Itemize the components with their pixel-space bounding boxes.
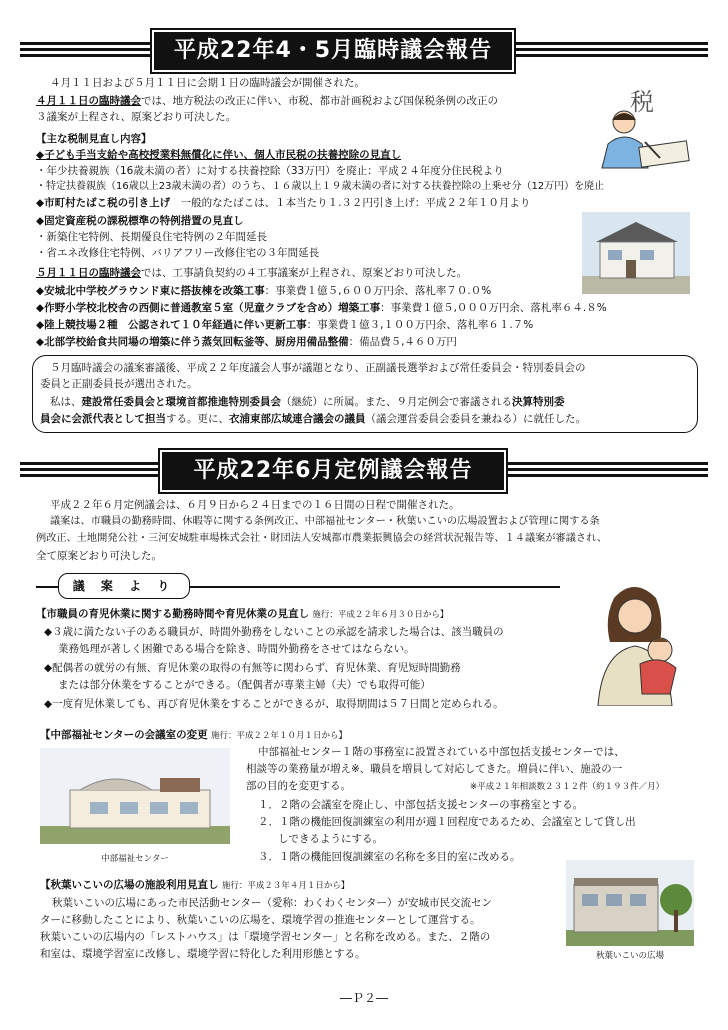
work-item-4-rest: ：備品費５,４６０万円 — [348, 336, 457, 348]
work-item-4 — [36, 335, 457, 350]
center-item2a: ２．１階の機能回復訓練室の利用が週１回程度であるため、会議室として貸し出 — [258, 816, 636, 828]
section1-title: 平成22年4・5月臨時議会報告 — [152, 30, 514, 72]
center-line3: 部の目的を変更する。 — [246, 780, 351, 792]
childcare-p3: ◆一度育児休業しても、再び育児休業をすることができるが、取得期間は５７日間と定められる。 — [44, 698, 504, 710]
mother-child-icon — [578, 580, 690, 706]
box-line4-c: 衣浦東部広域連合議会の議員 — [229, 413, 366, 425]
center-line1: 中部福祉センター１階の事務室に設置されている中部包括支援センターでは、 — [258, 746, 625, 758]
box-line3-d: 決算特別委 — [512, 396, 565, 408]
box-line4 — [40, 412, 586, 427]
box-line3-a: 私は、 — [50, 396, 82, 408]
section2-title: 平成22年6月定例議会報告 — [160, 450, 506, 492]
tax-item2-title: ◆市町村たばこ税の引き上げ — [36, 197, 171, 209]
work-item-1-rest: ：事業費１億５,６００万円余、落札率７０.０% — [264, 285, 492, 297]
box-line1: ５月臨時議会の議案審議後、平成２２年度議会人事が議題となり、正副議長選挙および常任委員会・特別委員会の — [50, 362, 586, 374]
tax-item3-line1: ・新築住宅特例、長期優良住宅特例の２年間延長 — [36, 231, 267, 243]
tax-glyph: 税 — [630, 88, 654, 116]
tax-item1-line1: ・年少扶養親族（16歳未満の者）に対する扶養控除（33万円）を廃止：平成２４年度分住民税より — [36, 165, 504, 177]
work-item-4-title: ◆北部学校給食共同場の増築に伴う蒸気回転釜等、厨房用備品整備 — [36, 336, 349, 348]
akiba-heading — [40, 878, 349, 893]
work-item-3-title: ◆陸上競技場２種 公認されて１０年経過に伴い更新工事 — [36, 319, 307, 331]
akiba-caption: 秋葉いこいの広場 — [595, 951, 664, 961]
akiba-line2: ターに移動したことにより、秋葉いこいの広場を、環境学習の推進センターとして運営する。 — [40, 914, 481, 926]
center-line2: 相談等の業務量が増え※、職員を増員して対応してきた。増員に伴い、施設の一 — [246, 763, 623, 775]
center-date: 施行：平成２２年１０月１日から】 — [210, 731, 347, 741]
akiba-line1: 秋葉いこいの広場にあった市民活動センター（愛称：わくわくセンター）が安城市民交流セン — [52, 897, 493, 909]
section2-intro-4: 全て原案どおり可決した。 — [36, 550, 162, 562]
center-item3: ３．１階の機能回復訓練室の名称を多目的室に改める。 — [258, 851, 521, 863]
tax-item1-line2: ・特定扶養親族（16歳以上23歳未満の者）のうち、１６歳以上１９歳未満の者に対する扶養控除の上乗せ分（12万円）を廃止 — [36, 181, 605, 192]
center-item1: １．２階の会議室を廃止し、中部包括支援センターの事務室とする。 — [258, 799, 584, 811]
page-number: ―Ｐ２― — [339, 991, 388, 1005]
work-item-3-rest: ：事業費１億３,１００万円余、落札率６１.７% — [306, 319, 534, 331]
childcare-date: 施行：平成２２年６月３０日から】 — [312, 610, 449, 620]
section2-intro-1: 平成２２年６月定例議会は、６月９日から２４日までの１６日間の日程で開催された。 — [50, 499, 460, 511]
may-lead-rest: では、工事請負契約の４工事議案が上程され、原案どおり可決した。 — [141, 267, 468, 279]
center-note: ※平成２１年相談数２３１２件（約１９３件／月） — [470, 782, 665, 792]
work-item-1 — [36, 284, 491, 299]
april-lead — [36, 94, 498, 109]
bills-tab: 議 案 よ り — [58, 573, 190, 599]
section1-header — [20, 30, 708, 70]
akiba-line4: 和室は、環境学習室に改修し、環境学習に特化した利用形態とする。 — [40, 948, 366, 960]
house-photo-icon — [582, 212, 690, 294]
box-line3-b: 建設常任委員会と環境首都推進特別委員会 — [81, 396, 281, 408]
akiba-building-photo — [566, 860, 694, 946]
center-heading — [40, 728, 347, 743]
center-caption: 中部福祉センター — [101, 854, 169, 864]
childcare-p2-l1: ◆配偶者の就労の有無、育児休業の取得の有無等に関わらず、育児休業、育児短時間勤務 — [44, 662, 461, 674]
box-line4-a: 員会に会派代表として担当 — [40, 413, 166, 425]
childcare-title: 【市職員の育児休業に関する勤務時間や育児休業の見直し — [36, 608, 309, 620]
work-item-2-title: ◆作野小学校北校舎の西側に普通教室５室（児童クラブを含め）増築工事 — [36, 302, 381, 314]
tax-item2 — [36, 196, 530, 211]
childcare-p1-l1: ◆３歳に満たない子のある職員が、時間外勤務をしないことの承認を請求した場合は、該当職員の — [44, 626, 504, 638]
childcare-p1-l2: 業務処理が著しく困難である場合を除き、時間外勤務をさせてはならない。 — [58, 643, 415, 655]
center-item2b: しできるようにする。 — [278, 833, 383, 845]
box-line3-c: （継続）に所属。また、９月定例会で審議される — [281, 396, 512, 408]
childcare-p2-l2: または部分休業をすることができる。（配偶者が専業主婦（夫）でも取得可能） — [58, 679, 431, 691]
tax-heading: 【主な税制見直し内容】 — [36, 133, 152, 145]
tax-item1-title: ◆子ども手当支給や高校授業料無償化に伴い、個人市民税の扶養控除の見直し — [36, 149, 402, 161]
april-lead-rest: では、地方税法の改正に伴い、市税、都市計画税および国保税条例の改正の — [141, 95, 498, 107]
tax-item3-title: ◆固定資産税の課税標準の特例措置の見直し — [36, 215, 244, 227]
welfare-center-photo — [40, 748, 230, 844]
akiba-line3: 秋葉いこいの広場内の「レストハウス」は「環境学習センター」と名称を改める。また、２階の — [40, 931, 491, 943]
box-line4-b: する。更に、 — [166, 413, 229, 425]
work-item-1-title: ◆安城北中学校グラウンド東に搭抜棟を改築工事 — [36, 285, 265, 297]
box-line3 — [50, 395, 565, 410]
work-item-2-rest: ：事業費１億５,０００万円余、落札率６４.８% — [380, 302, 607, 314]
tax-item3-line2: ・省エネ改修住宅特例、バリアフリー改修住宅の３年間延長 — [36, 247, 320, 259]
box-line4-d: （議会運営委員会委員を兼ねる）に就任した。 — [365, 413, 586, 425]
section1-intro: ４月１１日および５月１１日に会期１日の臨時議会が開催された。 — [50, 77, 365, 89]
childcare-heading — [36, 607, 448, 622]
akiba-date: 施行：平成２３年４月１日から】 — [221, 881, 350, 891]
april-lead-bold: ４月１１日の臨時議会 — [36, 95, 141, 107]
section2-intro-2: 議案は、市職員の勤務時間、休暇等に関する条例改正、中部福祉センター・秋葉いこいの広場設置および管理に関する条 — [50, 516, 600, 527]
box-line2: 委員と正副委員長が選出された。 — [40, 378, 198, 390]
section2-header — [20, 450, 708, 490]
april-lead-2: ３議案が上程され、原案どおり可決した。 — [36, 111, 237, 123]
may-lead-bold: ５月１１日の臨時議会 — [36, 267, 141, 279]
work-item-2 — [36, 301, 607, 316]
section2-intro-3: 例改正、土地開発公社・三河安城駐車場株式会社・財団法人安城都市農業振興協会の経営状況報告等、１４議案が審議され、 — [36, 533, 608, 544]
akiba-title: 【秋葉いこいの広場の施設利用見直し — [40, 879, 219, 891]
center-title: 【中部福祉センターの会議室の変更 — [40, 729, 208, 741]
work-item-3 — [36, 318, 533, 333]
tax-item2-rest: 一般的なたばこは、１本当たり１.３２円引き上げ：平成２２年１０月より — [180, 197, 531, 209]
may-lead — [36, 266, 467, 281]
man-writing-tax-icon — [590, 82, 695, 172]
